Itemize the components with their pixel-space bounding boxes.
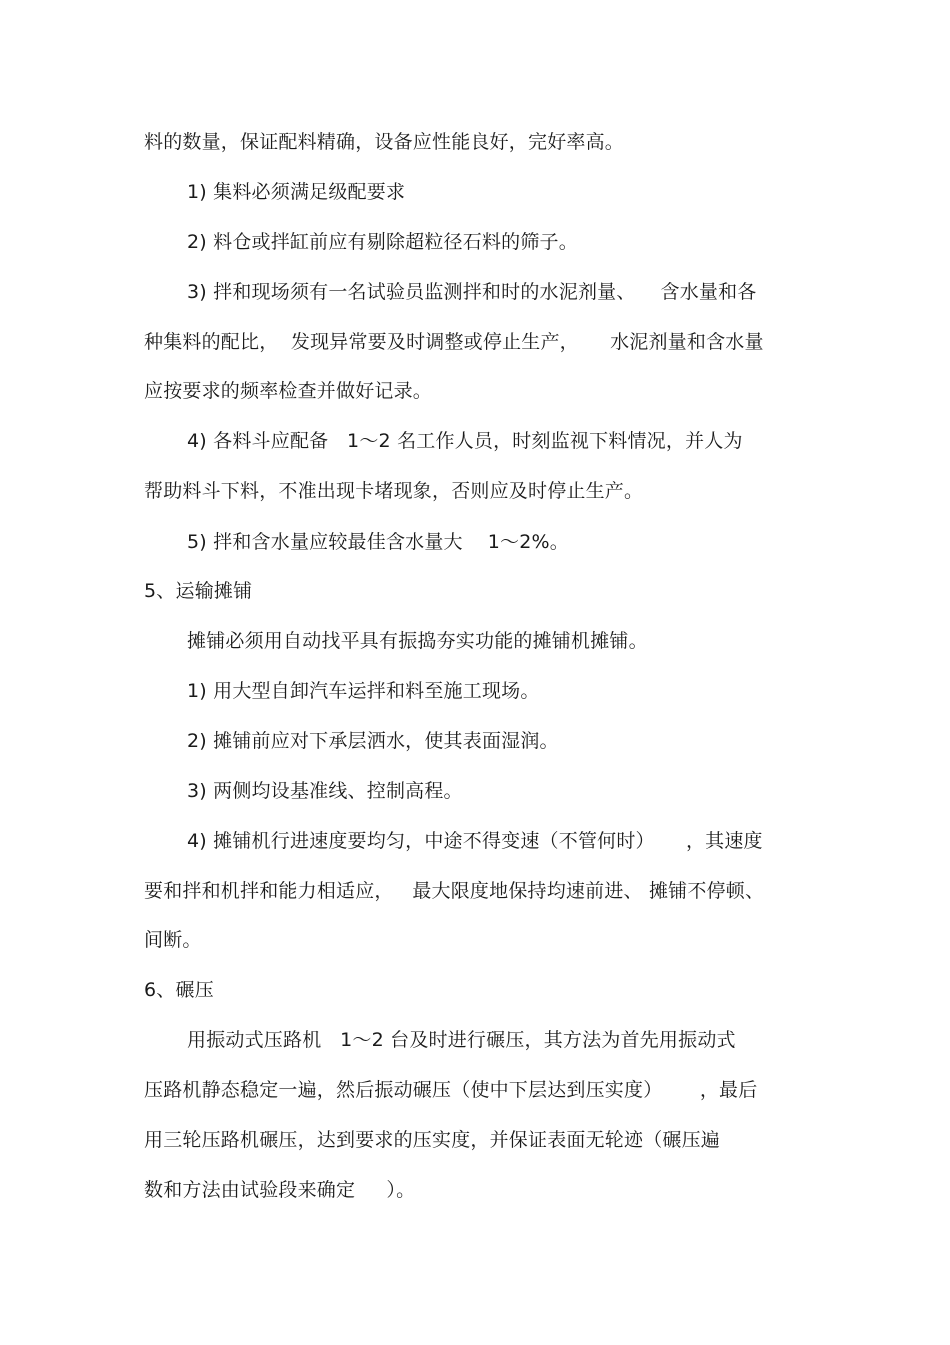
list-item: 2) 摊铺前应对下承层洒水，使其表面湿润。 — [187, 730, 559, 752]
list-item: 4) 摊铺机行进速度要均匀，中途不得变速（不管何时） ，其速度 — [187, 830, 763, 852]
text-line: 压路机静态稳定一遍，然后振动碾压（使中下层达到压实度） ，最后 — [144, 1079, 758, 1101]
text-line: 应按要求的频率检查并做好记录。 — [144, 380, 433, 402]
list-item: 5) 拌和含水量应较最佳含水量大 1～2%。 — [187, 531, 569, 553]
paragraph: 摊铺必须用自动找平具有振捣夯实功能的摊铺机摊铺。 — [187, 630, 648, 652]
list-item: 1) 集料必须满足级配要求 — [187, 181, 406, 203]
text-line: 料的数量，保证配料精确，设备应性能良好，完好率高。 — [144, 131, 625, 153]
paragraph: 用振动式压路机 1～2 台及时进行碾压，其方法为首先用振动式 — [187, 1029, 736, 1051]
list-item: 3) 拌和现场须有一名试验员监测拌和时的水泥剂量、 含水量和各 — [187, 281, 757, 303]
list-item: 4) 各料斗应配备 1～2 名工作人员，时刻监视下料情况，并人为 — [187, 430, 743, 452]
text-line: 间断。 — [144, 929, 202, 951]
text-line: 数和方法由试验段来确定 ）。 — [144, 1179, 416, 1201]
text-line: 要和拌和机拌和能力相适应， 最大限度地保持均速前进、 摊铺不停顿、 — [144, 880, 765, 902]
list-item: 3) 两侧均设基准线、控制高程。 — [187, 780, 463, 802]
text-line: 用三轮压路机碾压，达到要求的压实度，并保证表面无轮迹（碾压遍 — [144, 1129, 721, 1151]
list-item: 2) 料仓或拌缸前应有剔除超粒径石料的筛子。 — [187, 231, 578, 253]
text-line: 帮助料斗下料，不准出现卡堵现象，否则应及时停止生产。 — [144, 480, 644, 502]
section-heading: 5、运输摊铺 — [144, 580, 253, 602]
section-heading: 6、碾压 — [144, 979, 214, 1001]
text-line: 种集料的配比， 发现异常要及时调整或停止生产， 水泥剂量和含水量 — [144, 331, 764, 353]
list-item: 1) 用大型自卸汽车运拌和料至施工现场。 — [187, 680, 540, 702]
